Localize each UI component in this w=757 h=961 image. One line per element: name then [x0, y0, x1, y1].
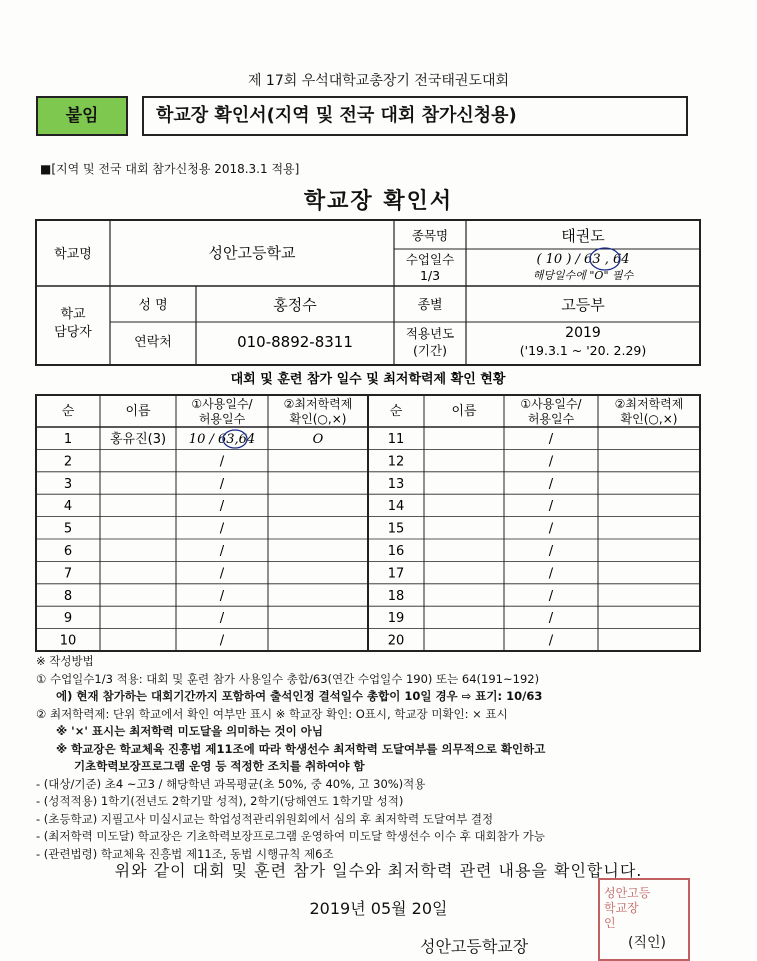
contact-value: 010-8892-8311: [237, 333, 353, 351]
attachment-tag: 붙임: [36, 96, 128, 136]
row-number: 7: [63, 566, 73, 582]
notes-heading: ※ 작성방법: [36, 654, 94, 668]
days-used: /: [219, 499, 225, 515]
note-1-example: 에) 현재 참가하는 대회기간까지 포함하여 출석인정 결석일수 총합이 10일 경우 ⇨ 표기: 10/63: [56, 689, 543, 703]
note-7: - (초등학교) 지필고사 미실시교는 학업성적관리위원회에서 심의 후 최저학력 도달여부 결정: [36, 811, 494, 826]
row-number: 5: [63, 521, 73, 537]
row-number-right: 13: [387, 476, 405, 492]
division-label: 종별: [417, 298, 443, 313]
col-days: ①사용일수/: [191, 397, 253, 411]
year-period-label: (기간): [413, 343, 447, 358]
confirmation-statement: 위와 같이 대회 및 훈련 참가 일수와 최저학력 관련 내용을 확인합니다.: [114, 861, 643, 880]
manager-label-2: 담당자: [54, 325, 92, 340]
col-academic-right: ②최저학력제: [614, 397, 684, 411]
days-used-right: /: [548, 499, 554, 515]
issue-date: 2019년 05월 20일: [309, 899, 448, 918]
year-period: ('19.3.1 ~ '20. 2.29): [519, 343, 647, 358]
official-seal: 성안고등 학교장 인: [598, 878, 690, 961]
academic-check: O: [312, 432, 324, 447]
note-2: ② 최저학력제: 단위 학교에서 확인 여부만 표시 ※ 학교장 확인: O표시, 학교장 미확인: × 표시: [36, 706, 508, 721]
seal-mark: (직인): [628, 935, 666, 951]
note-4-cont: 기초학력보장프로그램 운영 등 적정한 조치를 취하여야 함: [74, 759, 365, 773]
note-4: ※ 학교장은 학교체육 진흥법 제11조에 따라 학생선수 최저학력 도달여부를 의무적으로 확인하고: [56, 741, 546, 756]
col-academic-right-2: 확인(○,×): [620, 412, 678, 426]
writing-instructions: [36, 653, 736, 863]
row-number-right: 17: [387, 566, 405, 582]
days-used: /: [219, 544, 225, 559]
regulation-note: ■[지역 및 전국 대회 참가신청용 2018.3.1 적용]: [40, 162, 300, 176]
school-name: 성안고등학교: [208, 244, 296, 262]
manager-label: 학교: [60, 307, 86, 322]
col-academic: ②최저학력제: [283, 397, 353, 411]
days-used: 10 / 63,64: [188, 432, 256, 447]
row-number: 3: [63, 476, 73, 492]
table-caption: 대회 및 훈련 참가 일수 및 최저학력제 확인 현황: [230, 372, 506, 387]
student-name: 홍유진(3): [109, 432, 167, 447]
days-used: /: [219, 521, 225, 537]
days-used-right: /: [548, 454, 554, 470]
row-number-right: 12: [387, 454, 405, 470]
event-label: 종목명: [411, 228, 449, 243]
row-number: 6: [63, 544, 73, 559]
col-name: 이름: [125, 404, 151, 419]
principal-signature: 성안고등학교장: [420, 937, 529, 956]
col-days-2: 허용일수: [198, 412, 246, 426]
days-used-right: /: [548, 588, 554, 604]
note-3: ※ '×' 표시는 최저학력 미도달을 의미하는 것이 아님: [56, 724, 323, 738]
division-value: 고등부: [561, 296, 605, 314]
col-name-right: 이름: [451, 404, 477, 419]
row-number-right: 19: [387, 611, 405, 627]
row-number-right: 20: [387, 633, 405, 649]
col-days-right: ①사용일수/: [520, 397, 582, 411]
row-number-right: 18: [387, 588, 405, 604]
note-5: - (대상/기준) 초4 ~고3 / 해당학년 과목평균(초 50%, 중 40%, 고 30%)적용: [36, 776, 426, 791]
note-6: - (성적적용) 1학기(전년도 2학기말 성적), 2학기(당해연도 1학기말 성적): [36, 794, 404, 808]
days-used-right: /: [548, 476, 554, 492]
days-used: /: [219, 454, 225, 470]
days-used: /: [219, 611, 225, 627]
col-no-right: 순: [389, 404, 403, 419]
document-heading-box: 학교장 확인서(지역 및 전국 대회 참가신청용): [142, 96, 688, 136]
row-number: 10: [59, 633, 77, 649]
days-used: /: [219, 566, 225, 582]
days-used-right: /: [548, 521, 554, 537]
document-title: 학교장 확인서: [303, 189, 454, 214]
row-number-right: 15: [387, 521, 405, 537]
note-9: - (관련법령) 학교체육 진흥법 제11조, 동법 시행규칙 제6조: [36, 846, 334, 861]
class-days-ratio-label: 1/3: [419, 268, 441, 283]
days-used-right: /: [548, 432, 554, 447]
days-used: /: [219, 588, 225, 604]
days-used: /: [219, 633, 225, 649]
days-used-right: /: [548, 544, 554, 559]
year-label: 적용년도: [405, 326, 455, 341]
name-label: 성 명: [138, 298, 168, 313]
row-number: 2: [63, 454, 73, 470]
manager-name: 홍정수: [273, 296, 317, 314]
days-used-right: /: [548, 633, 554, 649]
competition-title: 제 17회 우석대학교총장기 전국태권도대회: [247, 73, 510, 89]
event-value: 태권도: [561, 227, 605, 245]
row-number-right: 14: [387, 499, 405, 515]
col-academic-2: 확인(○,×): [289, 412, 347, 426]
contact-label: 연락처: [134, 335, 172, 350]
note-1: ① 수업일수1/3 적용: 대회 및 훈련 참가 사용일수 총합/63(연간 수업일수 190) 또는 64(191~192): [36, 671, 540, 686]
class-days-hint: 해당일수에 "O" 필수: [532, 269, 634, 282]
row-number: 8: [63, 588, 73, 604]
note-8: - (최저학력 미도달) 학교장은 기초학력보장프로그램 운영하여 미도달 학생선수 이수 후 대회참가 가능: [36, 829, 545, 843]
row-number: 4: [63, 499, 73, 515]
row-number: 1: [63, 432, 73, 447]
class-days-value: ( 10 ) / 63 , 64: [536, 252, 630, 267]
days-used: /: [219, 476, 225, 492]
col-days-right-2: 허용일수: [527, 412, 575, 426]
row-number: 9: [63, 611, 73, 627]
days-used-right: /: [548, 611, 554, 627]
class-days-label: 수업일수: [405, 252, 455, 267]
row-number-right: 16: [387, 544, 405, 559]
row-number-right: 11: [387, 432, 405, 447]
year-value: 2019: [565, 325, 601, 341]
col-no: 순: [61, 404, 75, 419]
school-label: 학교명: [54, 247, 92, 262]
days-used-right: /: [548, 566, 554, 582]
